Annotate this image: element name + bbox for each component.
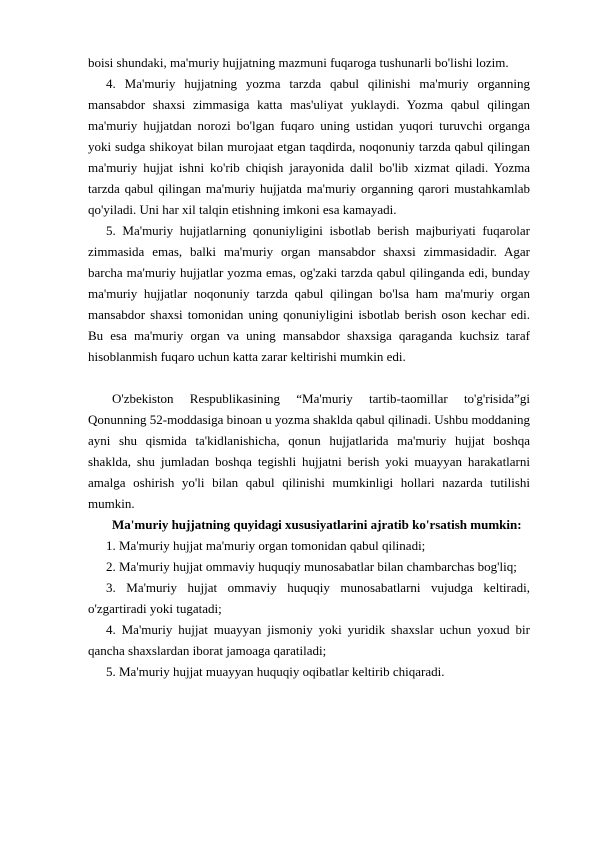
paragraph-point-4: 4. Ma'muriy hujjatning yozma tarzda qabul qilinishi ma'muriy organning mansabdor shaxsi zimmasiga katta mas'uliyat yuklaydi. Yozma qabul qilingan ma'muriy hujjatdan norozi bo'lgan fuqaro uning ustidan yuqori turuvchi organga yoki sudga shikoyat bilan murojaat etgan taqdirda, noqonuniy tarzda qabul qilingan ma'muriy hujjat ishni ko'rib chiqish jarayonida dalil bo'lib xizmat qiladi. Yozma tarzda qabul qilingan ma'muriy hujjatda ma'muriy organning qarori mustahkamlab qo'yiladi. Uni har xil talqin etishning imkoni esa kamayadi. (88, 76, 530, 217)
list-item-4: 4. Ma'muriy hujjat muayyan jismoniy yoki yuridik shaxslar uchun yoxud bir qancha shaxslardan iborat jamoaga qaratiladi; (88, 622, 530, 658)
paragraph-law-reference: O'zbekiston Respublikasining “Ma'muriy tartib-taomillar to'g'risida”gi Qonunning 52-moddasiga binoan u yozma shaklda qabul qilinadi. Ushbu moddaning ayni shu qismida ta'kidlanishicha, qonun hujjatlarida ma'muriy hujjat boshqa shaklda, shu jumladan boshqa tegishli hujjatni berish yoki muayyan harakatlarni amalga oshirish yo'li bilan qabul qilinishi mumkinligi hollari nazarda tutilishi mumkin. (88, 391, 530, 511)
paragraph-intro-end: boisi shundaki, ma'muriy hujjatning mazmuni fuqaroga tushunarli bo'lishi lozim. (88, 55, 509, 70)
section-heading: Ma'muriy hujjatning quyidagi xususiyatlarini ajratib ko'rsatish mumkin: (112, 517, 522, 532)
document-page (88, 52, 530, 682)
list-item-5: 5. Ma'muriy hujjat muayyan huquqiy oqibatlar keltirib chiqaradi. (106, 664, 445, 679)
list-item-1: 1. Ma'muriy hujjat ma'muriy organ tomonidan qabul qilinadi; (106, 538, 426, 553)
list-item-2: 2. Ma'muriy hujjat ommaviy huquqiy munosabatlar bilan chambarchas bog'liq; (106, 559, 517, 574)
paragraph-point-5: 5. Ma'muriy hujjatlarning qonuniyligini isbotlab berish majburiyati fuqarolar zimmasida emas, balki ma'muriy organ mansabdor shaxsi zimmasidadir. Agar barcha ma'muriy hujjatlar yozma emas, og'zaki tarzda qabul qilinganda edi, bunday ma'muriy hujjatlar noqonuniy tarzda qabul qilingan bo'lsa ham ma'muriy organ mansabdor shaxsi tomonidan uning qonuniyligini isbotlab berish oson kechar edi. Bu esa ma'muriy organ va uning mansabdor shaxsiga qaraganda kuchsiz taraf hisoblanmish fuqaro uchun katta zarar keltirishi mumkin edi. (88, 223, 530, 364)
list-item-3: 3. Ma'muriy hujjat ommaviy huquqiy munosabatlarni vujudga keltiradi, o'zgartiradi yoki tugatadi; (88, 580, 530, 616)
paragraph-gap (88, 367, 530, 388)
